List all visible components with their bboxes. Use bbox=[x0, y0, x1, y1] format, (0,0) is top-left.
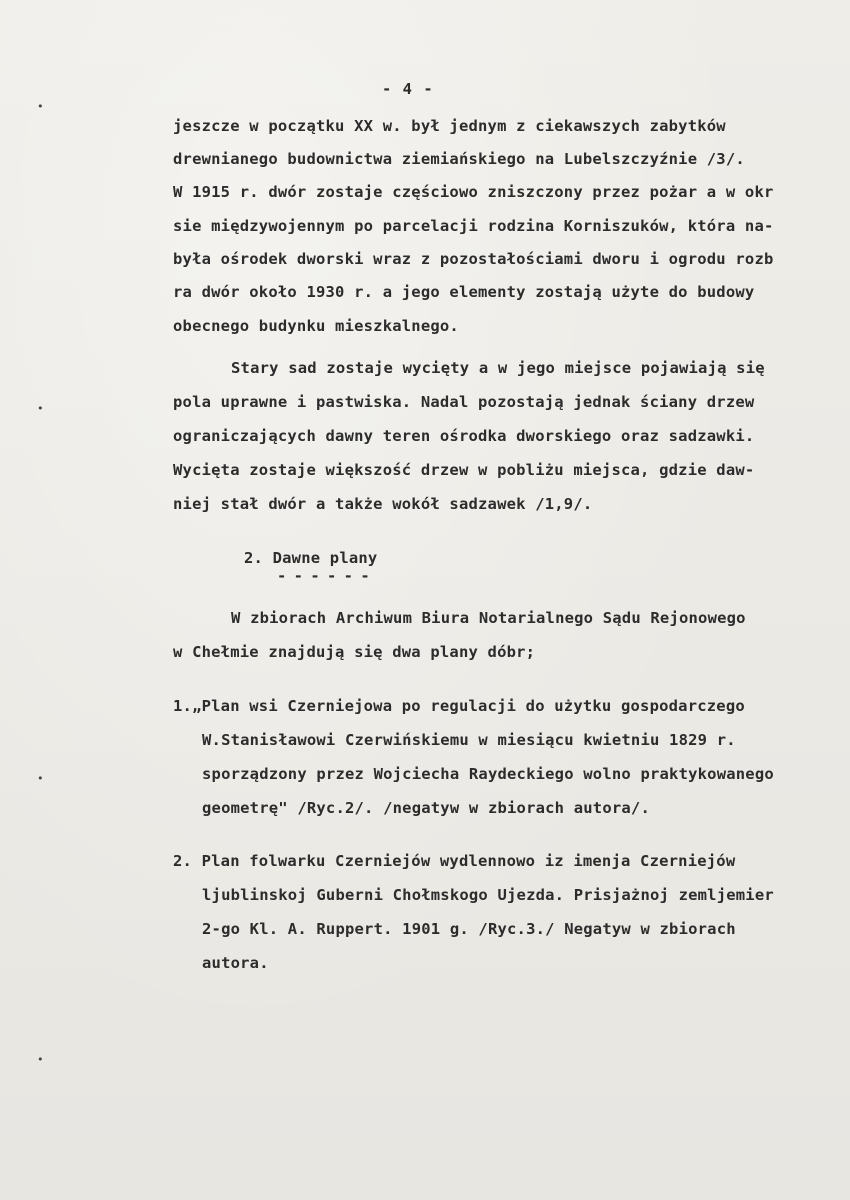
list-item-line: 2. Plan folwarku Czerniejów wydlennowo iz imenja Czerniejów bbox=[173, 852, 736, 870]
text-line: ograniczających dawny teren ośrodka dworskiego oraz sadzawki. bbox=[173, 427, 755, 445]
text-line: była ośrodek dworski wraz z pozostałościami dworu i ogrodu rozb bbox=[173, 250, 774, 268]
text-line: Wycięta zostaje większość drzew w pobliżu miejsca, gdzie daw- bbox=[173, 461, 755, 479]
text-line: obecnego budynku mieszkalnego. bbox=[173, 317, 459, 335]
list-item-line: geometrę" /Ryc.2/. /negatyw w zbiorach autora/. bbox=[202, 799, 650, 817]
text-line: W zbiorach Archiwum Biura Notarialnego Sądu Rejonowego bbox=[231, 609, 746, 627]
list-item-line: autora. bbox=[202, 954, 269, 972]
margin-mark: • bbox=[37, 100, 44, 113]
text-line: Stary sad zostaje wycięty a w jego miejsce pojawiają się bbox=[231, 359, 765, 377]
text-line: drewnianego budownictwa ziemiańskiego na Lubelszczyźnie /3/. bbox=[173, 150, 745, 168]
list-item-line: ljublinskoj Guberni Chołmskogo Ujezda. Prisjażnoj zemljemier bbox=[202, 886, 774, 904]
page-number: - 4 - bbox=[382, 80, 434, 98]
margin-mark: • bbox=[37, 402, 44, 415]
text-line: niej stał dwór a także wokół sadzawek /1,9/. bbox=[173, 495, 593, 513]
section-heading: 2. Dawne plany bbox=[244, 549, 378, 567]
text-line: ra dwór około 1930 r. a jego elementy zostają użyte do budowy bbox=[173, 283, 755, 301]
list-item-line: 1.„Plan wsi Czerniejowa po regulacji do użytku gospodarczego bbox=[173, 697, 745, 715]
text-line: W 1915 r. dwór zostaje częściowo zniszczony przez pożar a w okr bbox=[173, 183, 774, 201]
list-item-line: W.Stanisławowi Czerwińskiemu w miesiącu kwietniu 1829 r. bbox=[202, 731, 736, 749]
list-item-line: 2-go Kl. A. Ruppert. 1901 g. /Ryc.3./ Negatyw w zbiorach bbox=[202, 920, 736, 938]
margin-mark: • bbox=[37, 1053, 44, 1066]
list-item-line: sporządzony przez Wojciecha Raydeckiego wolno praktykowanego bbox=[202, 765, 774, 783]
text-line: pola uprawne i pastwiska. Nadal pozostają jednak ściany drzew bbox=[173, 393, 755, 411]
text-line: w Chełmie znajdują się dwa plany dóbr; bbox=[173, 643, 536, 661]
heading-underline: - - - - - - bbox=[277, 567, 369, 585]
text-line: jeszcze w początku XX w. był jednym z ciekawszych zabytków bbox=[173, 117, 726, 135]
margin-mark: • bbox=[37, 772, 44, 785]
text-line: sie międzywojennym po parcelacji rodzina Korniszuków, która na- bbox=[173, 217, 774, 235]
